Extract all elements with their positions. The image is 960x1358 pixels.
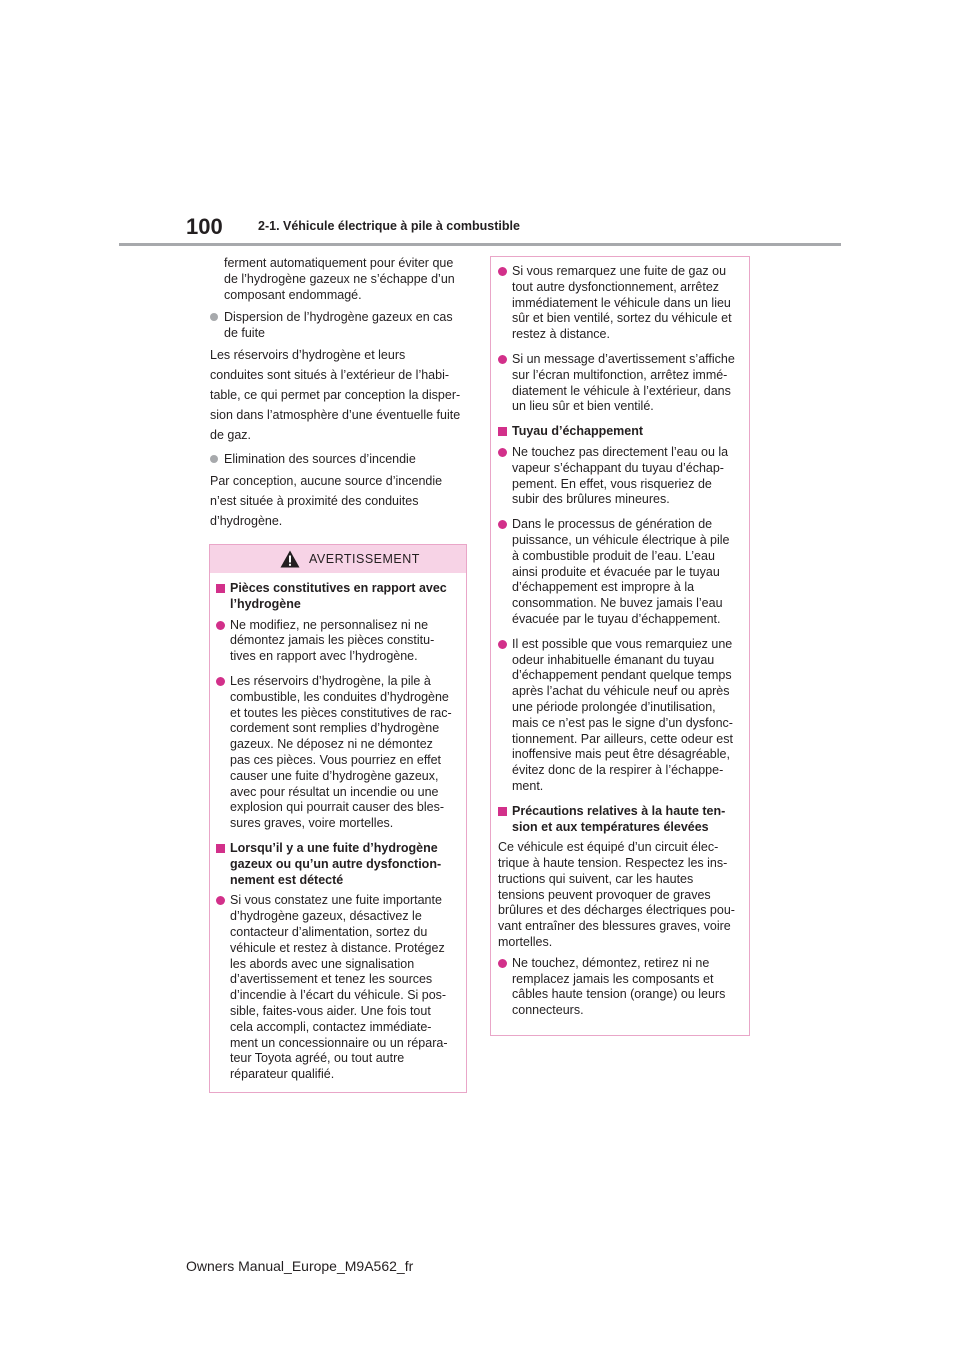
- warning-bullet: Si vous remarquez une fuite de gaz ou tout autre dysfonctionnement, arrêtez immédiatement le véhicule dans un lieu sûr et bien ventilé, sortez du véhicule et restez à distance.: [498, 264, 739, 343]
- round-bullet-icon: [498, 448, 507, 457]
- warning-title: AVERTISSEMENT: [309, 552, 420, 566]
- heading-exhaust: Tuyau d’échappement: [498, 424, 739, 440]
- square-bullet-icon: [216, 584, 225, 593]
- warning-body: [210, 573, 466, 1083]
- footer-manual-id: Owners Manual_Europe_M9A562_fr: [186, 1258, 414, 1274]
- round-bullet-icon: [216, 677, 225, 686]
- round-bullet-icon: [498, 520, 507, 529]
- round-bullet-icon: [498, 355, 507, 364]
- warning-box: [209, 544, 467, 1093]
- item-title-elimination: Elimination des sources d’incendie: [210, 451, 468, 467]
- square-bullet-icon: [498, 427, 507, 436]
- round-bullet-icon: [216, 896, 225, 905]
- section-title: 2-1. Véhicule électrique à pile à combustible: [258, 219, 520, 233]
- gray-bullet-icon: [210, 455, 218, 463]
- square-bullet-icon: [216, 844, 225, 853]
- warning-bullet: Dans le processus de génération de puissance, un véhicule électrique à pile à combustible produit de l’eau. L’eau ainsi produite et évacuée par le tuyau d’échappement est impropre à la consommation. Ne buvez jamais l’eau évacuée par le tuyau d’échappement.: [498, 517, 739, 628]
- heading-high-voltage: Précautions relatives à la haute ten- sion et aux températures élevées: [498, 804, 739, 836]
- warning-heading-leak: Lorsqu’il y a une fuite d’hydrogène gazeux ou qu’un autre dysfonction- nement est détecté: [216, 841, 458, 888]
- left-column: [210, 255, 468, 531]
- round-bullet-icon: [498, 959, 507, 968]
- warning-bullet: Ne touchez, démontez, retirez ni ne remplacez jamais les composants et câbles haute tension (orange) ou leurs connecteurs.: [498, 956, 739, 1019]
- continuation-text: ferment automatiquement pour éviter que de l’hydrogène gazeux ne s’échappe d’un composant endommagé.: [224, 256, 455, 302]
- round-bullet-icon: [498, 640, 507, 649]
- warning-header: [210, 545, 466, 573]
- gray-bullet-icon: [210, 313, 218, 321]
- page-number: 100: [186, 214, 223, 239]
- warning-bullet: Ne touchez pas directement l’eau ou la vapeur s’échappant du tuyau d’échap- pement. En effet, vous risqueriez de subir des brûlures mineures.: [498, 445, 739, 508]
- square-bullet-icon: [498, 807, 507, 816]
- header-rule: [119, 243, 841, 246]
- warning-box-continued: [490, 256, 750, 1036]
- item-body-dispersion: Les réservoirs d’hydrogène et leurs conduites sont situés à l’extérieur de l’habi- table, ce qui permet par conception la disper- sion dans l’atmosphère d’une éventuelle fuite de gaz.: [210, 348, 461, 442]
- warning-bullet: Si un message d’avertissement s’affiche sur l’écran multifonction, arrêtez immé- diatement le véhicule à l’extérieur, dans un lieu sûr et bien ventilé.: [498, 352, 739, 415]
- warning-triangle-icon: [280, 550, 300, 568]
- warning-bullet: Si vous constatez une fuite importante d’hydrogène gazeux, désactivez le contacteur d’alimentation, sortez du véhicule et restez à distance. Protégez les abords avec une signalisation d’avertissement et tenez les sources d’incendie à l’écart du véhicule. Si pos- sible, faites-vous aider. Une fois tout cela accompli, contactez immédiate- ment un concessionnaire ou un répara- teur Toyota agréé, ou tout autre réparateur qualifié.: [216, 893, 458, 1083]
- warning-bullet: Il est possible que vous remarquiez une odeur inhabituelle émanant du tuyau d’échappement pendant quelque temps après l’achat du véhicule neuf ou après une période prolongée d’inutilisation, mais ce n’est pas le signe d’un dysfonc- tionnement. Par ailleurs, cette odeur est inoffensive mais peut être désagréable, évitez donc de la respirer à l’échappe- ment.: [498, 637, 739, 795]
- warning-bullet: Ne modifiez, ne personnalisez ni ne démontez jamais les pièces constitu- tives en rapport avec l’hydrogène.: [216, 618, 458, 665]
- round-bullet-icon: [216, 621, 225, 630]
- warning-bullet: Les réservoirs d’hydrogène, la pile à combustible, les conduites d’hydrogène et toutes les pièces constitutives de rac- cordement sont remplies d’hydrogène gazeux. Ne déposez ni ne démontez pas ces pièces. Vous pourriez en effet causer une fuite d’hydrogène gazeux, avec pour résultat un incendie ou une explosion qui pourrait causer des bles- sures graves, voire mortelles.: [216, 674, 458, 832]
- item-body-elimination: Par conception, aucune source d’incendie n’est située à proximité des conduites d’hydrogène.: [210, 474, 443, 528]
- high-voltage-paragraph: Ce véhicule est équipé d’un circuit élec- trique à haute tension. Respectez les ins- tructions qui suivent, car les hautes tensions peuvent provoquer de graves brûlures et des décharges électriques pou- vant entraîner des blessures graves, voire mortelles.: [498, 840, 735, 950]
- item-title-dispersion: Dispersion de l’hydrogène gazeux en cas de fuite: [210, 309, 468, 341]
- warning-heading-parts: Pièces constitutives en rapport avec l’hydrogène: [216, 581, 458, 613]
- round-bullet-icon: [498, 267, 507, 276]
